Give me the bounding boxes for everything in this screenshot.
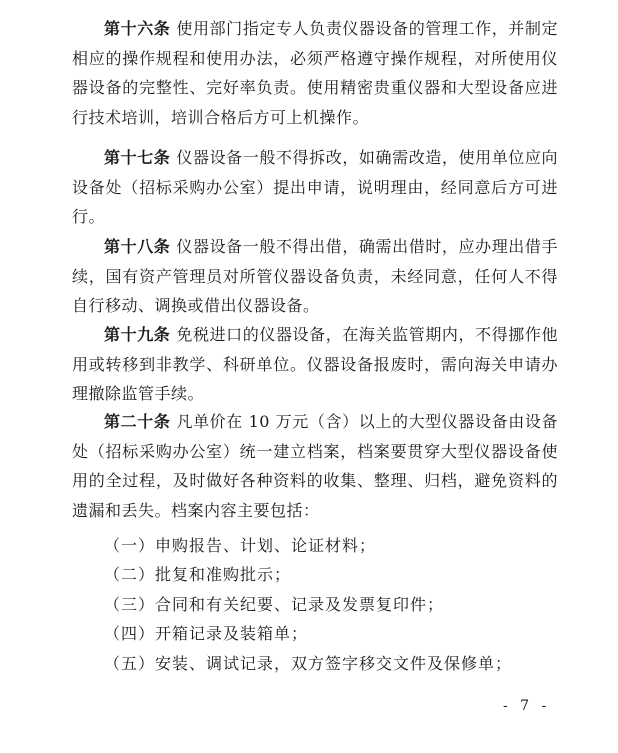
article-text: 使用部门指定专人负责仪器设备的管理工作，并制定相应的操作规程和使用办法，必须严格遵守操作规程，对所使用仪器设备的完整性、完好率负责。使用精密贵重仪器和大型设备应进行技术培训，培训合格后方可上机操作。 xyxy=(72,19,558,127)
article-label: 第二十条 xyxy=(104,412,171,431)
article-17 xyxy=(72,143,558,232)
list-item: （五）安装、调试记录，双方签字移交文件及保修单； xyxy=(104,654,513,673)
list-item: （三）合同和有关纪要、记录及发票复印件； xyxy=(104,595,445,614)
article-20 xyxy=(72,407,558,525)
article-text: 免税进口的仪器设备，在海关监管期内，不得挪作他用或转移到非教学、科研单位。仪器设备报废时，需向海关申请办理撤除监管手续。 xyxy=(72,325,558,403)
article-18 xyxy=(72,232,558,321)
article-19 xyxy=(72,320,558,409)
page-number: - 7 - xyxy=(503,698,551,714)
list-item: （二）批复和准购批示； xyxy=(104,565,292,584)
list-item: （四）开箱记录及装箱单； xyxy=(104,624,309,643)
article-label: 第十七条 xyxy=(104,148,171,167)
article-text: 仪器设备一般不得出借，确需出借时，应办理出借手续，国有资产管理员对所管仪器设备负责，未经同意，任何人不得自行移动、调换或借出仪器设备。 xyxy=(72,237,558,315)
article-label: 第十八条 xyxy=(104,237,171,256)
article-text: 凡单价在 10 万元（含）以上的大型仪器设备由设备处（招标采购办公室）统一建立档案，档案要贯穿大型仪器设备使用的全过程，及时做好各种资料的收集、整理、归档，避免资料的遗漏和丢失。档案内容主要包括： xyxy=(72,412,558,520)
article-16 xyxy=(72,14,558,132)
article-label: 第十九条 xyxy=(104,325,171,344)
article-text: 仪器设备一般不得拆改，如确需改造，使用单位应向设备处（招标采购办公室）提出申请，说明理由，经同意后方可进行。 xyxy=(72,148,558,226)
list-item: （一）申购报告、计划、论证材料； xyxy=(104,536,377,555)
article-label: 第十六条 xyxy=(104,19,171,38)
